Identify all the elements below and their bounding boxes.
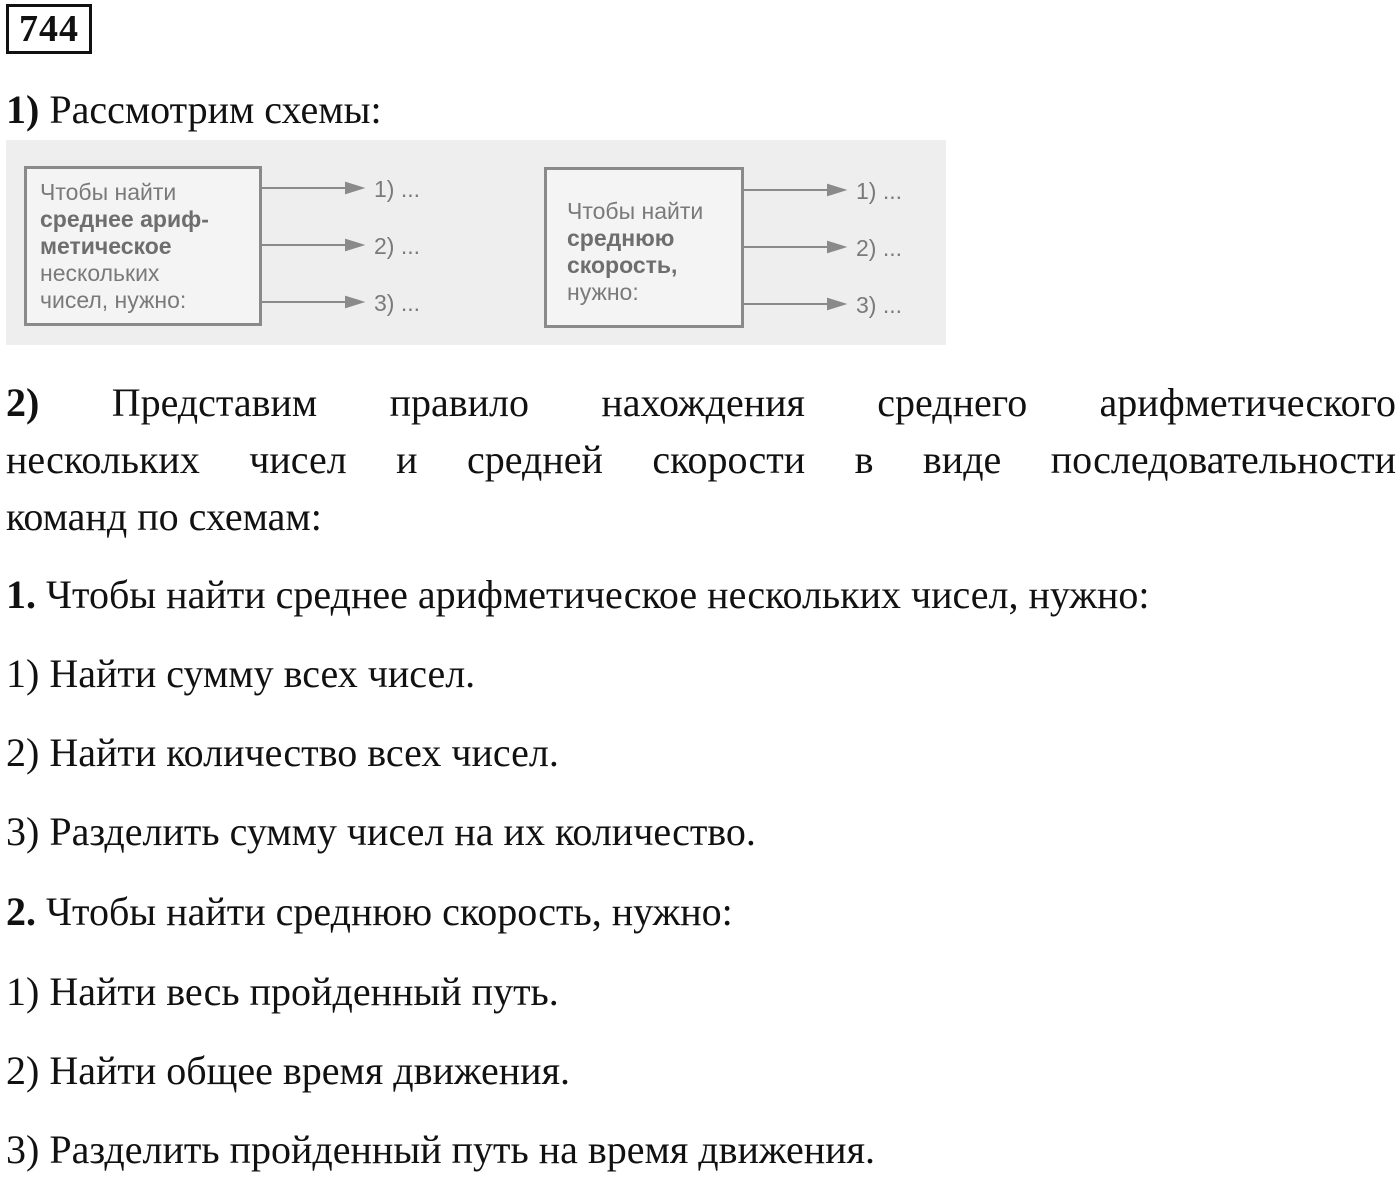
part2-line1-text: Представим правило нахождения среднего арифметического — [111, 380, 1397, 425]
part2-line3: команд по схемам: — [6, 494, 322, 539]
rule2-number: 2. — [6, 889, 36, 934]
scheme-right-step2: 2) ... — [856, 235, 903, 261]
scheme-right-line3: скорость, — [567, 252, 678, 278]
part2-number: 2) — [6, 380, 40, 425]
scheme-left-step3: 3) ... — [374, 290, 421, 316]
scheme-left-line1: Чтобы найти — [40, 179, 177, 205]
rule1-title — [6, 571, 1150, 619]
scheme-right-step1: 1) ... — [856, 178, 903, 204]
rule2-step2: 2) Найти общее время движения. — [6, 1048, 570, 1093]
part1-heading — [6, 86, 382, 134]
scheme-right-step3: 3) ... — [856, 292, 903, 318]
scheme-left-step1: 1) ... — [374, 176, 421, 202]
scheme-left-line4: нескольких — [40, 260, 160, 286]
scheme-left-step2: 2) ... — [374, 233, 421, 259]
schemes-figure — [6, 140, 946, 345]
part1-text: Рассмотрим схемы: — [49, 87, 382, 132]
rule2-step1: 1) Найти весь пройденный путь. — [6, 969, 559, 1014]
scheme-left-line2: среднее ариф- — [40, 206, 209, 232]
rule1-title-text: Чтобы найти среднее арифметическое нескольких чисел, нужно: — [46, 572, 1150, 617]
scheme-left-line5: чисел, нужно: — [40, 287, 187, 313]
rule2-step3: 3) Разделить пройденный путь на время движения. — [6, 1127, 875, 1172]
scheme-box-average — [24, 166, 262, 326]
part1-number: 1) — [6, 87, 40, 132]
rule2-title — [6, 888, 733, 936]
task-number: 744 — [6, 4, 92, 54]
scheme-right-line1: Чтобы найти — [567, 198, 704, 224]
rule1-number: 1. — [6, 572, 36, 617]
part2-line2: нескольких чисел и средней скорости в виде последовательности — [6, 437, 1396, 482]
rule1-step3: 3) Разделить сумму чисел на их количество. — [6, 809, 756, 854]
rule1-step1: 1) Найти сумму всех чисел. — [6, 651, 476, 696]
rule1-step2: 2) Найти количество всех чисел. — [6, 730, 559, 775]
scheme-right-line2: среднюю — [567, 225, 675, 251]
rule2-title-text: Чтобы найти среднюю скорость, нужно: — [46, 889, 733, 934]
scheme-box-speed — [544, 167, 744, 328]
scheme-right-line4: нужно: — [567, 279, 639, 305]
part2-line1 — [6, 374, 1396, 432]
scheme-left-line3: метическое — [40, 233, 172, 259]
